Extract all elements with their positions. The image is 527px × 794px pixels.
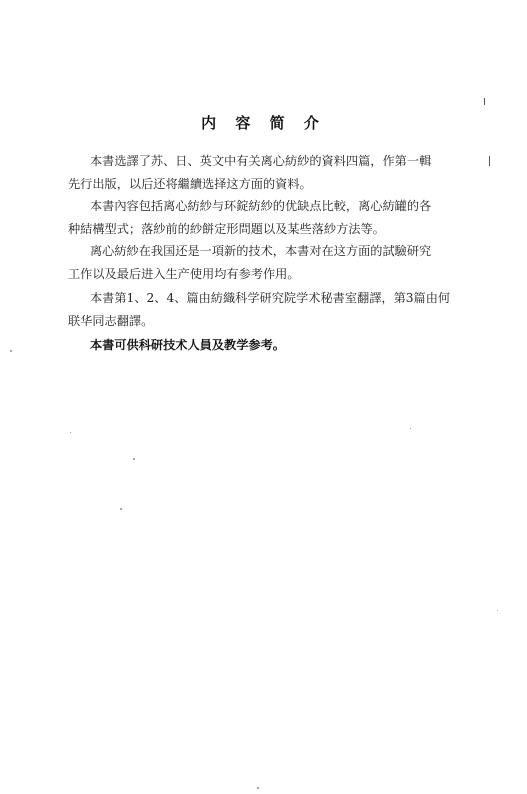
paragraph-5 [68, 334, 488, 357]
scan-speck [257, 787, 259, 789]
paragraph-3 [68, 240, 488, 286]
paragraph-1-line-1: 本書选譯了苏、日、英文中有关离心紡紗的資料四篇，作第一輯 [90, 154, 432, 168]
scan-edge-mark [489, 156, 490, 166]
paragraph-4-line-2: 联华同志翻譯。 [68, 314, 154, 328]
scan-speck [133, 458, 135, 460]
scan-speck [497, 610, 498, 611]
scan-speck [70, 432, 71, 433]
scan-speck [10, 350, 12, 352]
paragraph-4-line-1: 本書第1、2、4、篇由紡織科学研究院学术秘書室翻譯，第3篇由何 [90, 291, 451, 305]
paragraph-2-line-1: 本書內容包括离心紡紗与环錠紡紗的优缺点比較，离心紡罐的各 [90, 199, 432, 213]
paragraph-2 [68, 195, 488, 241]
page-title: 内 容 简 介 [201, 114, 326, 132]
paragraph-2-line-2: 种結構型式；落紗前的紗餅定形問題以及某些落紗方法等。 [68, 222, 385, 236]
paragraph-4 [68, 287, 488, 333]
scan-edge-mark [484, 98, 485, 105]
paragraph-1 [68, 150, 488, 196]
paragraph-1-line-2: 先行出版，以后还将繼續选择这方面的資料。 [68, 177, 312, 191]
paragraph-3-line-2: 工作以及最后进入生产使用均有参考作用。 [68, 267, 300, 281]
paragraph-5-line-1: 本書可供科研技术人員及教学参考。 [90, 338, 285, 352]
scan-speck [410, 428, 411, 429]
paragraph-3-line-1: 离心紡紗在我国还是一項新的技术，本書对在这方面的試驗研究 [90, 244, 432, 258]
scan-speck [120, 508, 122, 510]
